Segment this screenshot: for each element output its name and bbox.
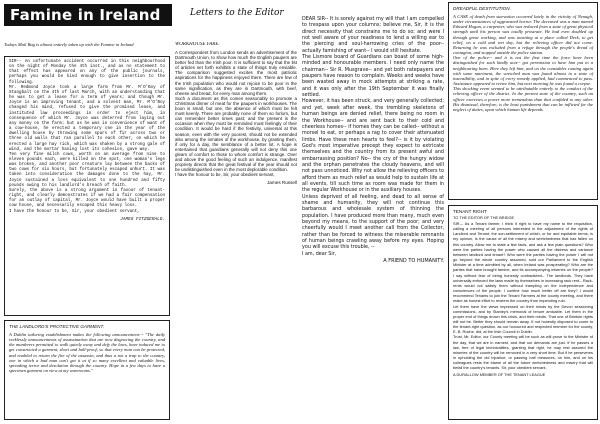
garment-heading: THE LANDLORD'S PROTECTIVE GARMENT. — [9, 324, 105, 329]
humanity-letter-body: DEAR SIR-- It is sorely against my will that I am compelled to trespass upon your columns; believe me, Sir, it is the direct necessity that constrains me to do so; and were I not well aware of your readiness to lend a willing ear to the piercing and soul-harrowing cries of the poor-- actually famishing of want-- I would still hesitate. The Lismore board of Guardians can boast of some high-minded and honourable members. I need only name the chairman-- Sir R. Musgrave-- and yet both ratepayers and paupers have reason to complain. Weeks and weeks have been wasted away in mock attempts at striking a rate, and it was only after the 19th September it was finally settled. However, it has been struck, and very generally collected; and yet, week after week, the trembling skeletons of human beings are denied relief, there being no room in the Workhouse-- and are sent back to their cold and cheerless homes-- if homes they can be called-- without a morsel to eat, or perhaps a rag to cover their attenuated limbs. Have these men hearts to feel?-- is it by violating God's most imperative precept they expect to extricate themselves and the country from its present awful and embarrassing position? No-- the cry of the hungry widow and the orphan penetrates the cloudy heavens, and will not pass unnoticed. Why not allow the relieving officers to afford them as much relief as would help to sustain life at all events, till such time as room was made for them in the regular Workhouse or in the auxiliary houses. Unless deprived of all feeling, and dead to all sense of shame and humanity, they will not continue this barbarous and wholesale system of thinning the population. I have produced more than many, much even beyond my means, to the support of the poor; and very cheerfully would I meet another call from the Collector, rather than be forced to witness the miserable remnants of human beings crawling away before my eyes. Hoping you will excuse this trouble, -- I am, dear Sir, — [302, 16, 444, 257]
column-4 — [448, 2, 598, 420]
workhouse-signature: James Russell — [267, 180, 297, 186]
letter-box-fitzgerald — [4, 56, 170, 316]
workhouse-heading: WORKHOUSE FARE. — [175, 42, 220, 47]
destitution-box — [448, 2, 598, 200]
page-subtitle: Letters to the Editor — [190, 8, 284, 18]
column-3 — [302, 16, 444, 420]
garment-box — [4, 320, 170, 420]
tenant-right-salutation: TO THE EDITOR OF THE BRIDGE — [453, 215, 515, 220]
workhouse-body: A Correspondent from London sends an advertisement of the Dartmouth Union, to show how much the English paupers are better fed than the Irish poor. It is sufficient to say that the list of articles set forth exhibits a state of things truly enviable. The comparison suggested excites the most patriotic aspirations for the happiness enjoyed there. There are few of the Irish population who would not rejoice to be poor in the same signification, as they are in Dartmouth, with beef, cheese and bread, for every man among them. Such a document as this comes seasonably to promote a Christmas dinner of meat for the paupers in workhouses. The boon is small, but one, the absence of which must be felt most keenly. There are probably none of them so forlorn, but can remember better times past; and the present is the occasion when they must be reminded most feelingly of their condition. It would be hard if the festivity, universal at this season, even with the very poorest, should not be extended also among the inmates of the workhouse, by granting them, if only for a day, the semblance of a better lot. A hope is entertained that guardians generally will not deny this one gleam of comfort to those to whom comfort is strange. Over and above the good feeling of such an indulgence, manifest propriety directs that the great festival of the year should not be undistinguished even in the most deplorable condition. I have the honour to be, Sir, your obedient servant, — [175, 50, 297, 178]
tenant-right-signature: A DURALLOW MEMBER OF THE TENANT LEAGUE — [453, 371, 546, 377]
letter-signature-fitzgerald: JAMES FITZGERALD. — [120, 216, 165, 222]
intro-note: Todays Mail Bag is almost entirely taken up with the Famine in Ireland — [4, 42, 134, 47]
garment-body: A Dublin tailoring establishment makes the following announcement:-- "The daily recklessly announcements of assassination that are now disgracing the country, and the murderers permitted to walk quietly away and defy the laws, have induced me to get constructed a garment, short and ball-proof, so that every man can be protected, and enabled to return the fire of the assassin, and thus a not a trap to the country, one in which a bad man can't get it at if so many excellent and valuable lives, spreading terror and desolation through the country. Hope in a few days to have a specimen garment on view at my warerooms." — [9, 332, 165, 374]
column-2 — [175, 42, 297, 420]
letter-body-fitzgerald: SIR-- An unfortunate accident occurred in this neighbourhood on the night of Monday the 4th inst., and as no statement to that effect has appeared on any of the public journals, perhaps you would be kind enough to give insertion to the following. Mr. Redmond Joyce took a large farm from Mr. M'O'Boy of Stangbalt on the 4th of last March, with an understanding that he was to get a lease for a term of years; and though Mr. Joyce is an improving tenant, and a solvent man, Mr. M'O'Boy changed his mind, refused to give the promised lease, and instituted law proceedings in order to eject him, in consequence of which Mr. Joyce was deterred from laying out any money on the farm; but as he was in convenience of want of a cow-house, he erected a temporary one in the year of the dwelling house by throwing some spars of fir across two or three old walls that ran parallel to each other, on which he erected a large hay rick, which was shaken by a strong gale of wind, and the mortar having lost its cohesion, gave way. Ten very fine milch cows, worth on an average from nine to eleven pounds each, were killed on the spot, one woman's legs was broken, and another poor creature lay between the backs of two cows for six hours, but fortunately escaped unhurt. It was taken into consideration the damages done to the hay, Mr. Joyce sustained a loss equivalent to one hundred and fifty pounds owing to his landlord's breach of faith. Surely, the above is a strong argument in favour of tenant-right, and clearly demonstrates if we had a fair compensation for an outlay of capital, Mr. Joyce would have built a proper cow house, and necessarily escaped this heavy loss. I have the honour to be, Sir, your obedient servant, — [9, 60, 165, 214]
destitution-body: A CASE of death from starvation occurred lately in the vicinity of Nenagh, under circumstances of aggravated horror. The deceased was a man named Edward Hogan, a carpenter, who was reduced from a state of great physical strength until his person was totally prostrate. He had even doubled up through great working, and was awaiting at a place called Derk, to get relief, on a cold and wet day, but the relieving officer did not come. Returning he was excluded from a refuge through the people's dread of contagion, and stopped outside the police station. One of the police-- and it is not the first time the force have been distinguished for such kindly acts-- got permission to have him put in a neighbouring barn. Here they left him, and on the constables coming again with some nutriment, the wretched man was found almost in a state of insensibility, and in spite of every remedy applied, had commenced to pass. Assistance appeared to revive him, but next morning he was found a corpse. This shocking event seemed to be attributable entirely to the conduct of the relieving officer of the district. In the present state of the country, such an officer exercises a power more tremendous than that confided to any other. His dismissal, therefore, is the least punishment that can be inflicted for the neglect of duties, upon which human life depends. — [453, 14, 593, 112]
tenant-right-body: SIR,-- As a Tenant farmer, I think it right to have my name to the requisition, calling a meeting of all persons interested in the adjustment of the rights of Landlord and Tenant; the son-settlement of which, or for and equitable terms, is my opinion, is the cause of all the misery and wretchedness that has fallen on this country. Allow me to state a few facts, and ask a few plain questions? Who were the parties having the power who caused all the distress and variance between landlord and tenant? Who were the parties having the power I will not go beyond the whole country assumed, sold our Parliament to the English Minister at a time admitted by all, when Ireland was prosperating? Who are the parties that have brought famine, and its accompanying miseries on the people? I say without fear of being honestly contradicted-- The landlords. They have universally enforced the laws made by themselves in increasing rack rent-- Rack-rents would not satisfy them without trampling on the independence and consciences of the people. I confine how much better off are they? I would recommend Tenants to join the Tenant Farmers at the county meeting, and there make as honest effort to redeem the country from impending ruin. Let them have the views impressed on their minds by the Devon sessioning commissions, and by Stanley's memorial of tenure amicable. Let them in the proper end of things drown this crisis, and their minds. That one of Brintule rights will not be. Better they should remain away. If not honestly disposed to come to the tenant-right question, as our honoured and respected member for the county, E. B. Roche, did, at the Irish Council in Dublin. Trust, Mr. Editor, our County meeting will be such as will prove to the Minister of the day, that we are in earnest, and that our demands are just. If he passes a law, free of legal technicalities, granting that right, he may rest assured the miseries of the country will be removed in a very short time. But if he perseveres in upholding the old injustice, or passing half measures, on him, and on his colleagues rests the blame of all the future wretchedness and misery that will befall the country's tenants. Sir, your obedient servant, — [453, 221, 593, 371]
destitution-heading: DREADFUL DESTITUTION. — [453, 6, 511, 11]
tenant-right-box — [448, 205, 598, 420]
page-title: Famine in Ireland — [4, 4, 172, 26]
tenant-right-heading: TENANT RIGHT — [453, 209, 487, 214]
column-1 — [4, 42, 170, 420]
humanity-letter-signature: A FRIEND TO HUMANITY. — [383, 258, 444, 265]
